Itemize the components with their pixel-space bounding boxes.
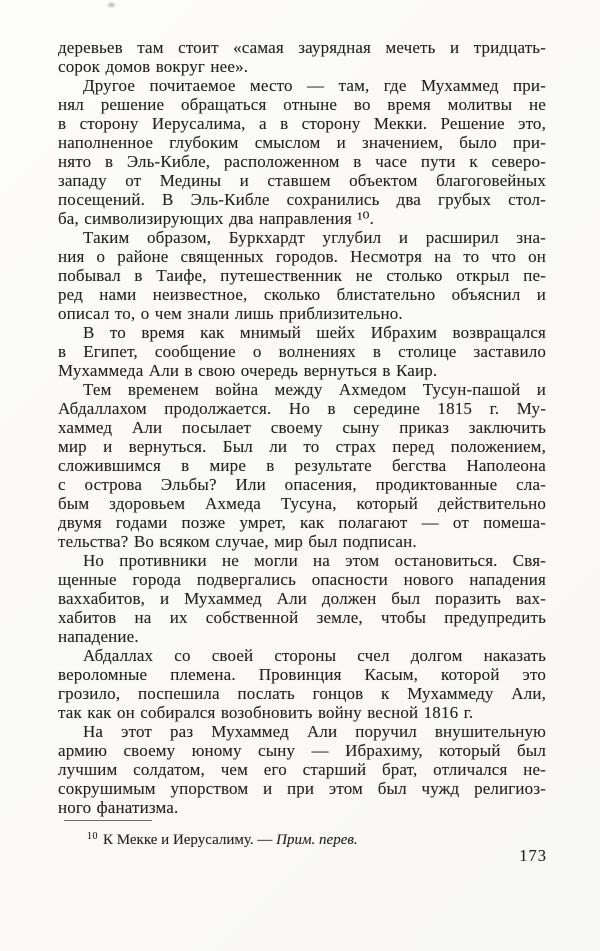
- text-line: нял решение обращаться отныне во время молитвы не: [58, 95, 546, 114]
- text-line: тельства? Во всяком случае, мир был подписан.: [58, 532, 417, 551]
- text-line: Другое почитаемое место — там, где Мухаммед при-: [83, 76, 546, 95]
- text-line: Мухаммеда Али в свою очередь вернуться в Каир.: [58, 361, 438, 380]
- paragraph: [58, 38, 546, 76]
- paragraph: [58, 646, 546, 722]
- footnote-translator-note: Прим. перев.: [276, 832, 358, 848]
- page-number: 173: [519, 846, 547, 865]
- paragraph: [58, 380, 546, 551]
- text-line: ваххабитов, и Мухаммед Али должен был поразить вах-: [58, 589, 546, 608]
- text-line: ния о районе священных городов. Несмотря на то что он: [58, 247, 546, 266]
- text-line: деревьев там стоит «самая заурядная мечеть и тридцать-: [58, 38, 546, 57]
- text-line: Но противники не могли на этом остановиться. Свя-: [83, 551, 546, 570]
- text-line: сложившимся в мире в результате бегства Наполеона: [58, 456, 546, 475]
- text-line: вероломные племена. Провинция Касым, которой это: [58, 665, 546, 684]
- text-line: На этот раз Мухаммед Али поручил внушительную: [83, 722, 546, 741]
- text-line: так как он собирался возобновить войну весной 1816 г.: [58, 703, 474, 722]
- text-line: Тем временем война между Ахмедом Тусун-пашой и: [83, 380, 546, 399]
- text-line: грозило, поспешила послать гонцов к Мухаммеду Али,: [58, 684, 546, 703]
- scan-artifact: [108, 3, 115, 7]
- text-line: бым здоровьем Ахмеда Тусуна, который действительно: [58, 494, 546, 513]
- paragraph: [58, 323, 546, 380]
- text-line: ред нами неизвестное, сколько блистательно объяснил и: [58, 285, 546, 304]
- text-line: наполненное глубоким смыслом и значением, было при-: [58, 133, 546, 152]
- footnote-text: К Мекке и Иерусалиму. —: [103, 832, 277, 848]
- text-line: в сторону Иерусалима, а в сторону Мекки. Решение это,: [58, 114, 546, 133]
- text-line: лучшим солдатом, чем его старший брат, отличался не-: [58, 760, 546, 779]
- body-text: [58, 38, 546, 817]
- text-line: хабитов на их собственной земле, чтобы предупредить: [58, 608, 546, 627]
- text-line: нападение.: [58, 627, 139, 646]
- paragraph: [58, 228, 546, 323]
- text-line: в Египет, сообщение о волнениях в столице заставило: [58, 342, 546, 361]
- text-line: хаммед Али посылает своему сыну приказ заключить: [58, 418, 546, 437]
- text-line: мир и вернуться. Был ли то страх перед положением,: [58, 437, 546, 456]
- text-line: с острова Эльбы? Или опасения, продиктованные сла-: [58, 475, 546, 494]
- text-line: ба, символизирующих два направления ¹⁰.: [58, 209, 375, 228]
- text-line: описал то, о чем знали лишь приблизительно.: [58, 304, 403, 323]
- text-line: армию своему юному сыну — Ибрахиму, который был: [58, 741, 546, 760]
- text-line: двумя годами позже умрет, как полагают — от помеша-: [58, 513, 546, 532]
- text-line: посещений. В Эль-Кибле сохранились два грубых стол-: [58, 190, 546, 209]
- text-line: Абдаллах со своей стороны счел долгом наказать: [83, 646, 546, 665]
- paragraph: [58, 76, 546, 228]
- text-line: западу от Медины и ставшем объектом благоговейных: [58, 171, 546, 190]
- text-line: побывал в Таифе, путешественник не столько открыл пе-: [58, 266, 546, 285]
- footnote-separator: [64, 820, 152, 821]
- paragraph: [58, 551, 546, 646]
- footnote: [58, 827, 546, 850]
- text-line: нято в Эль-Кибле, расположенном в часе пути к северо-: [58, 152, 546, 171]
- paragraph: [58, 722, 546, 817]
- footnote-marker: 10: [87, 831, 98, 842]
- text-line: щенные города подвергались опасности нового нападения: [58, 570, 546, 589]
- text-line: ного фанатизма.: [58, 798, 179, 817]
- text-line: сокрушимым упорством и при этом был чужд религиоз-: [58, 779, 546, 798]
- text-line: Абдаллахом продолжается. Но в середине 1815 г. Му-: [58, 399, 546, 418]
- text-line: В то время как мнимый шейх Ибрахим возвращался: [83, 323, 546, 342]
- text-line: сорок домов вокруг нее».: [58, 57, 249, 76]
- text-line: Таким образом, Буркхардт углубил и расширил зна-: [83, 228, 546, 247]
